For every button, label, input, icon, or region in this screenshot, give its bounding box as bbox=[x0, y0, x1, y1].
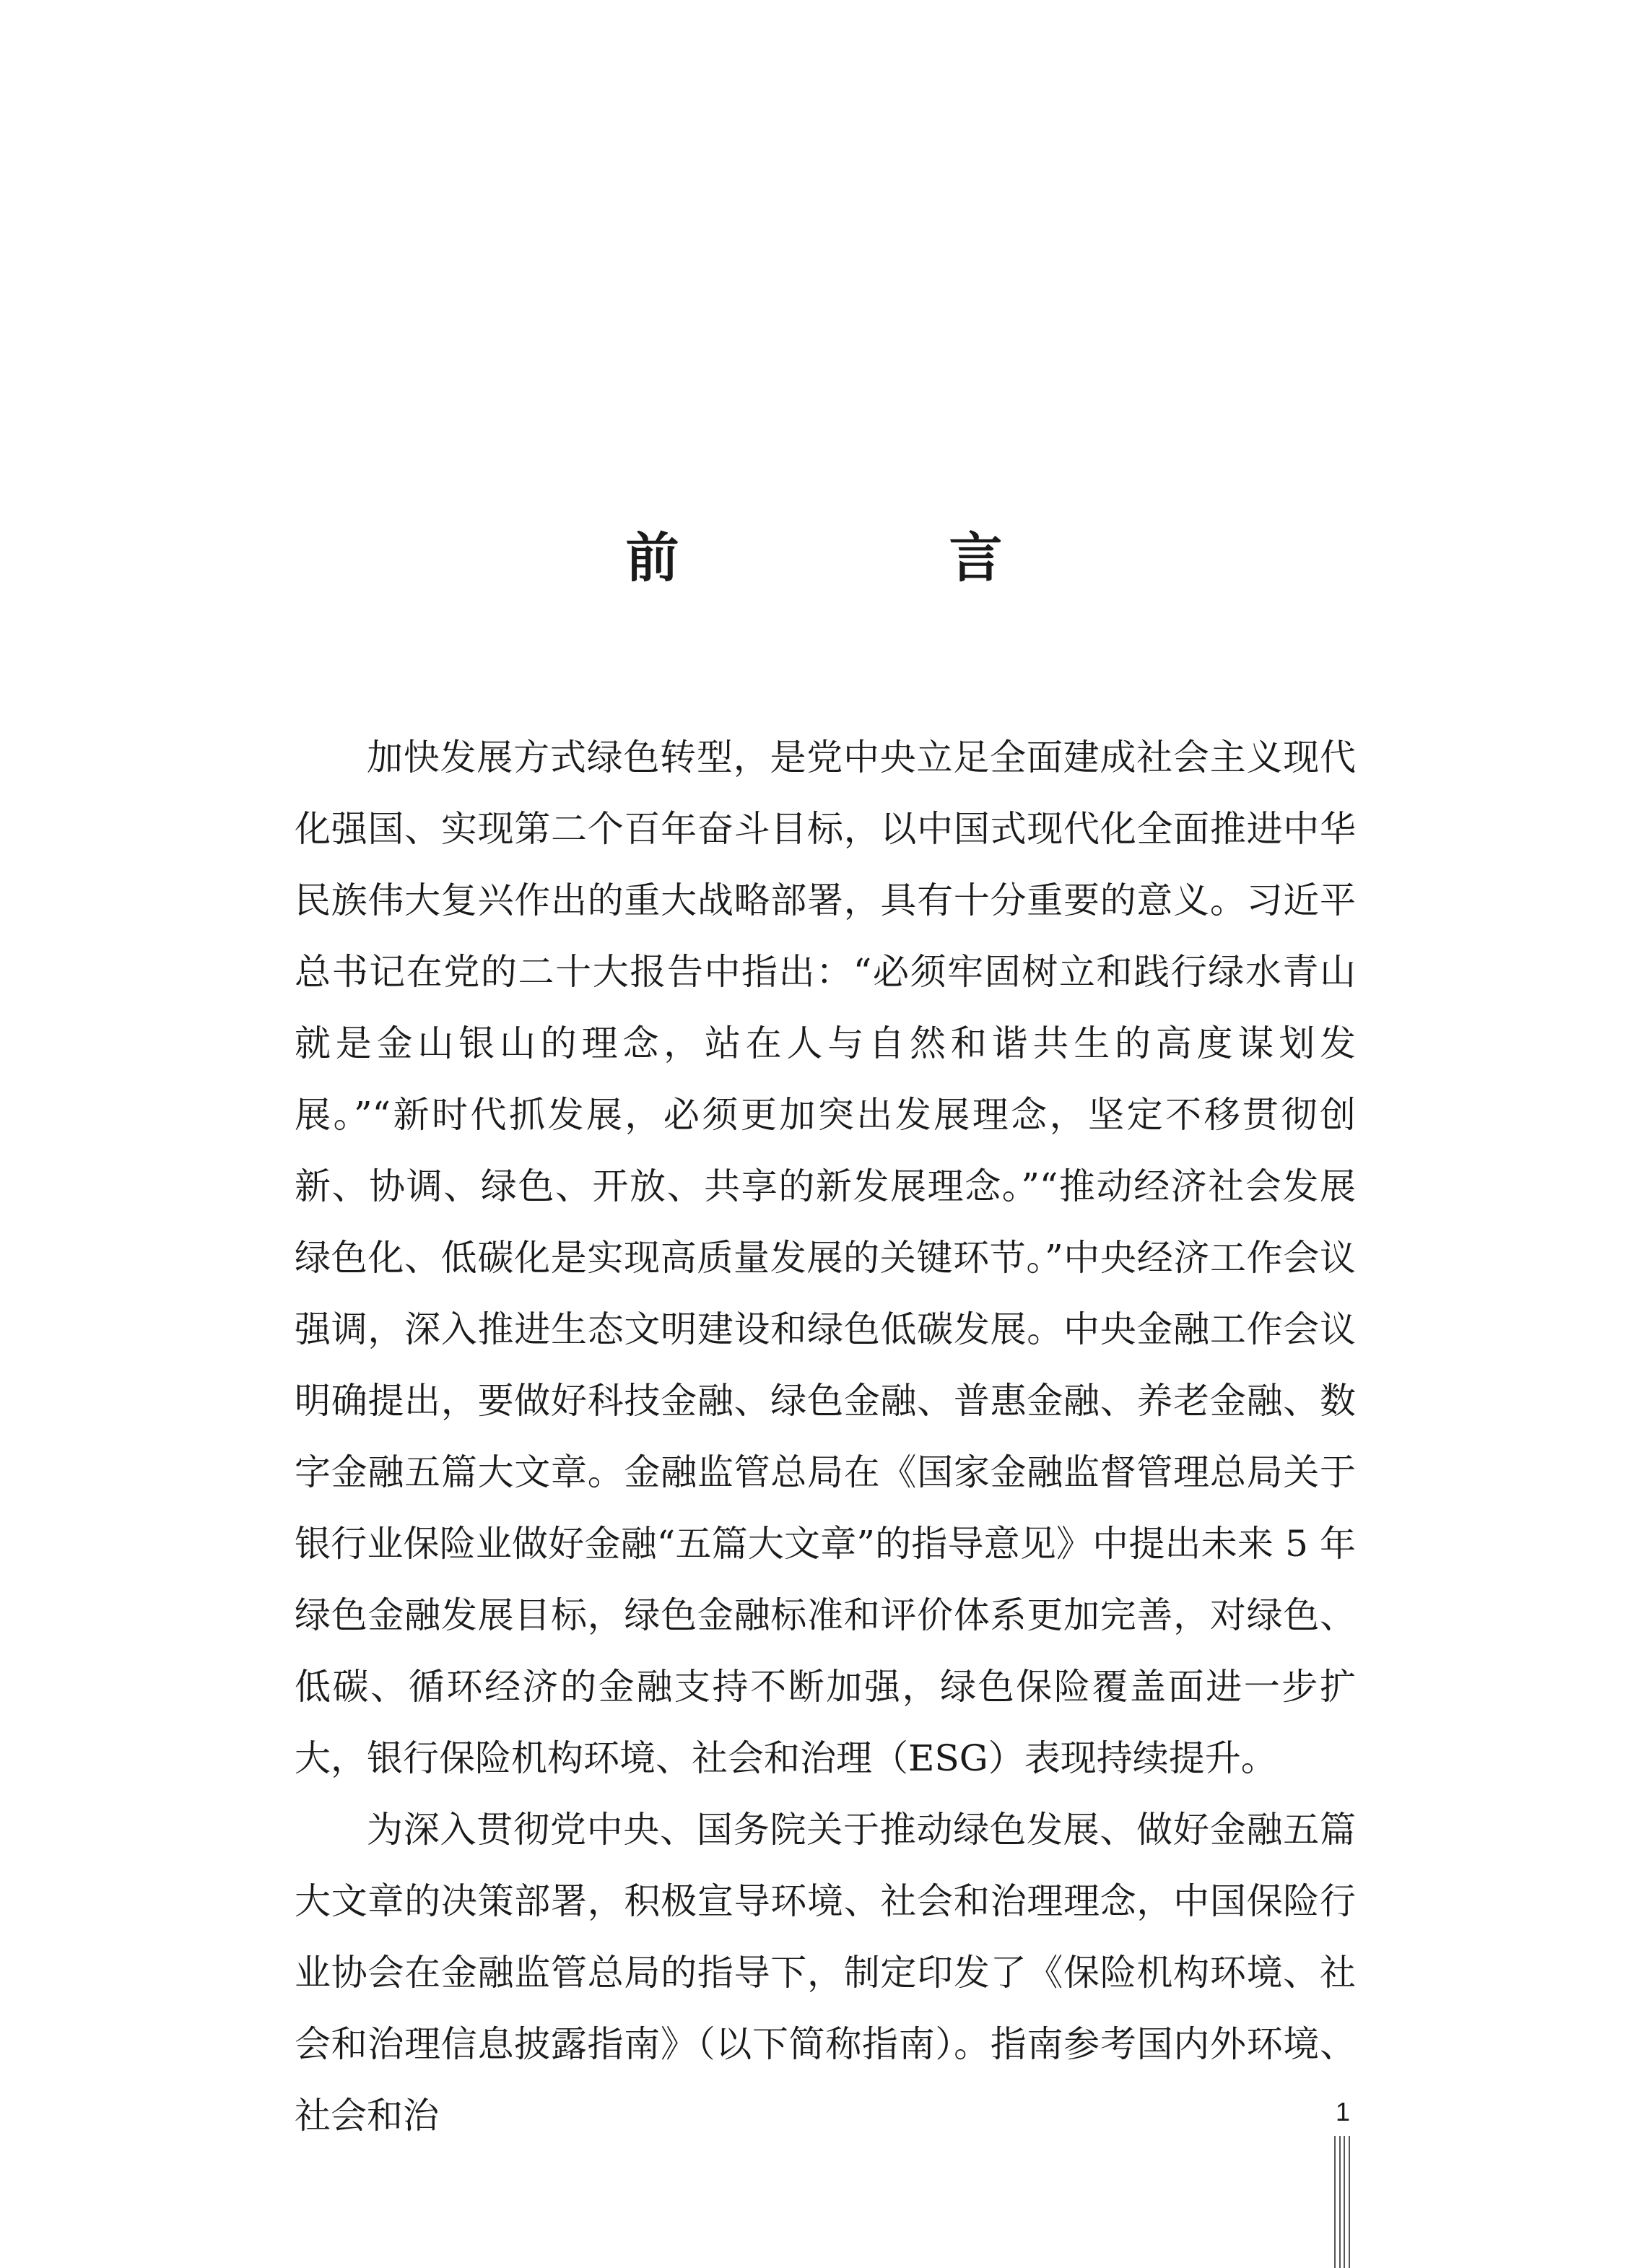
page-edge-marker bbox=[1333, 2136, 1351, 2268]
paragraph-1: 加快发展方式绿色转型，是党中央立足全面建成社会主义现代化强国、实现第二个百年奋斗目标，以中国式现代化全面推进中华民族伟大复兴作出的重大战略部署，具有十分重要的意义。习近平总书记在党的二十大报告中指出：“必须牢固树立和践行绿水青山就是金山银山的理念，站在人与自然和谐共生的高度谋划发展。”“新时代抓发展，必须更加突出发展理念，坚定不移贯彻创新、协调、绿色、开放、共享的新发展理念。”“推动经济社会发展绿色化、低碳化是实现高质量发展的关键环节。”中央经济工作会议强调，深入推进生态文明建设和绿色低碳发展。中央金融工作会议明确提出，要做好科技金融、绿色金融、普惠金融、养老金融、数字金融五篇大文章。金融监管总局在《国家金融监督管理总局关于银行业保险业做好金融“五篇大文章”的指导意见》中提出未来 5 年绿色金融发展目标，绿色金融标准和评价体系更加完善，对绿色、低碳、循环经济的金融支持不断加强，绿色保险覆盖面进一步扩大，银行保险机构环境、社会和治理（ESG）表现持续提升。 bbox=[295, 737, 1356, 1779]
page-number: 1 bbox=[1335, 2097, 1351, 2126]
page-title: 前 言 bbox=[625, 527, 1111, 589]
paragraph-2: 为深入贯彻党中央、国务院关于推动绿色发展、做好金融五篇大文章的决策部署，积极宣导环境、社会和治理理念，中国保险行业协会在金融监管总局的指导下，制定印发了《保险机构环境、社会和治理信息披露指南》（以下简称指南）。指南参考国内外环境、社会和治 bbox=[295, 1809, 1356, 2137]
body-text bbox=[295, 722, 1356, 2152]
